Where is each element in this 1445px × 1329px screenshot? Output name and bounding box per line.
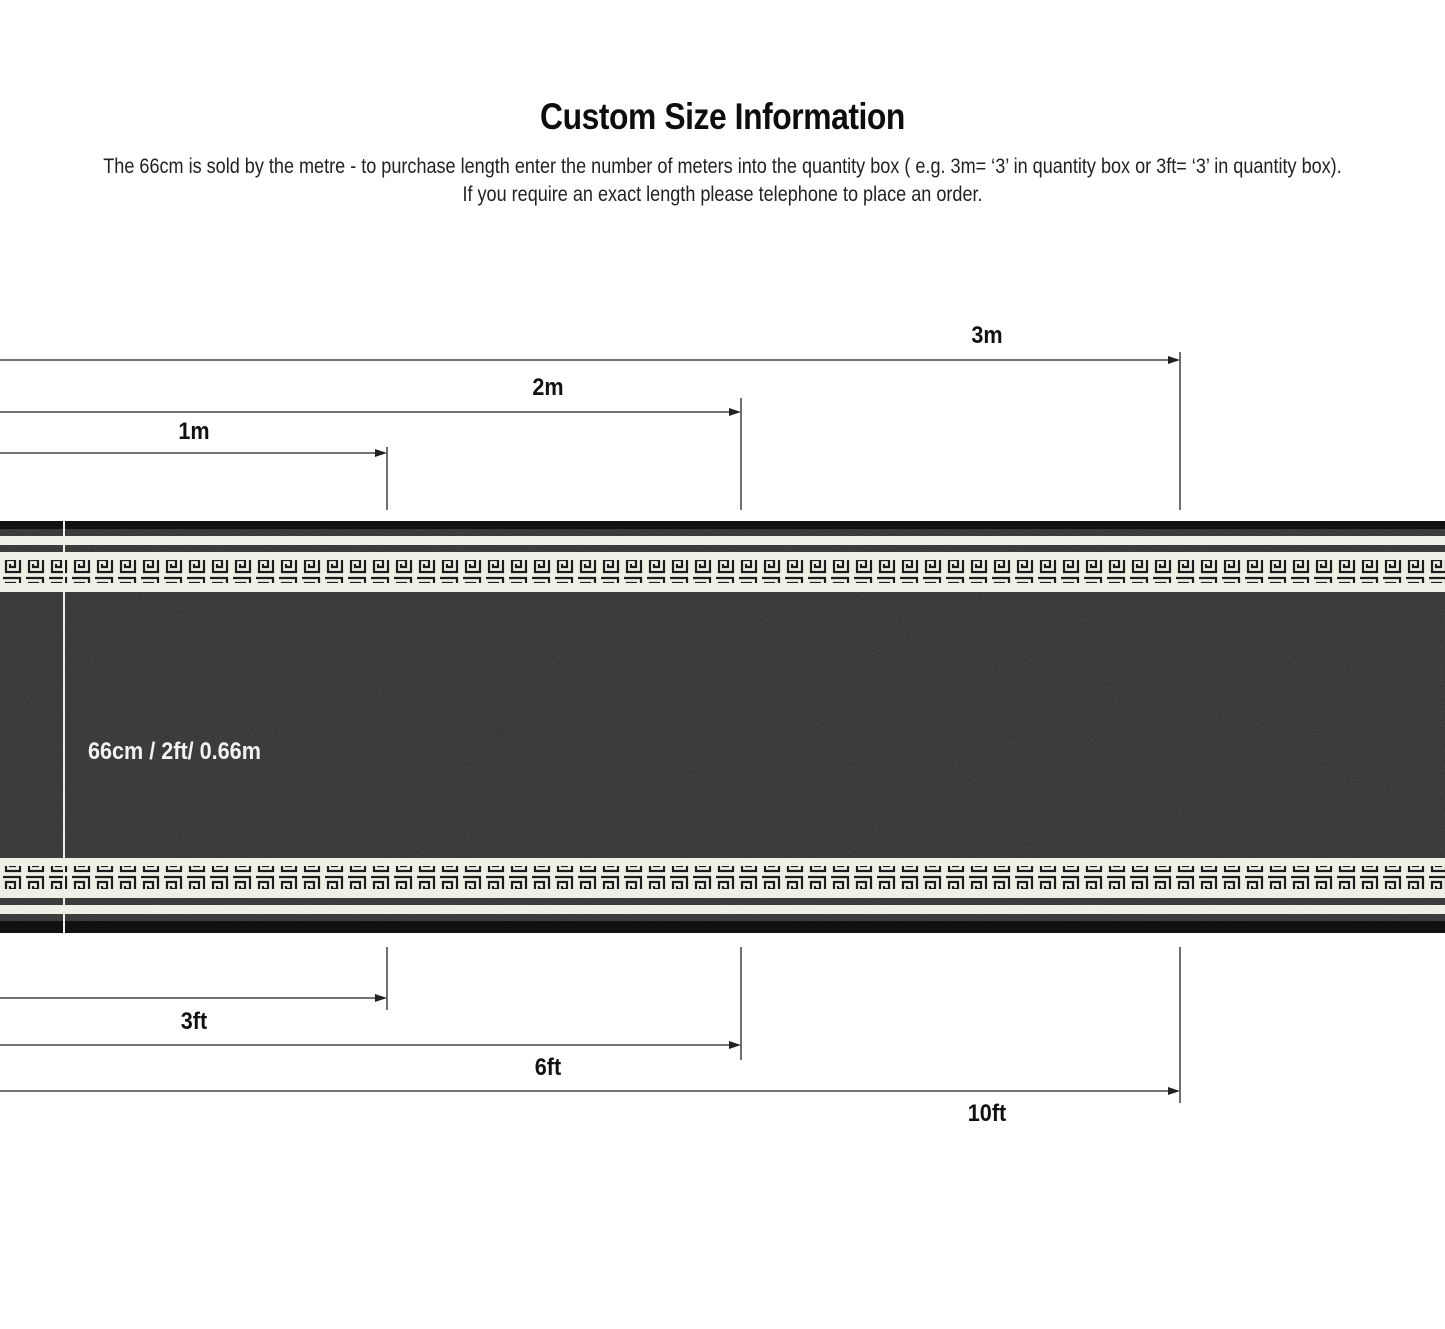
label-3m: 3m [971,322,1003,349]
top-measure-2m [0,398,741,510]
label-3ft: 3ft [180,1008,208,1035]
bottom-measure-10ft [0,947,1180,1103]
top-measure-3m [0,352,1180,510]
label-10ft: 10ft [967,1100,1007,1127]
label-2m: 2m [532,374,564,401]
page-title: Custom Size Information [540,96,905,137]
bottom-measure-6ft [0,947,741,1060]
runner-rug [0,521,1445,933]
runner-width-label: 66cm / 2ft/ 0.66m [88,738,261,765]
description-line-2: If you require an exact length please telephone to place an order. [462,183,983,206]
top-measure-1m [0,447,387,510]
bottom-measure-3ft [0,947,387,1010]
label-1m: 1m [178,418,210,445]
label-6ft: 6ft [534,1054,562,1081]
description-line-1: The 66cm is sold by the metre - to purchase length enter the number of meters into the quantity box ( e.g. 3m= ‘3’ in quantity box or 3ft= ‘3’ in quantity box). [103,155,1342,178]
